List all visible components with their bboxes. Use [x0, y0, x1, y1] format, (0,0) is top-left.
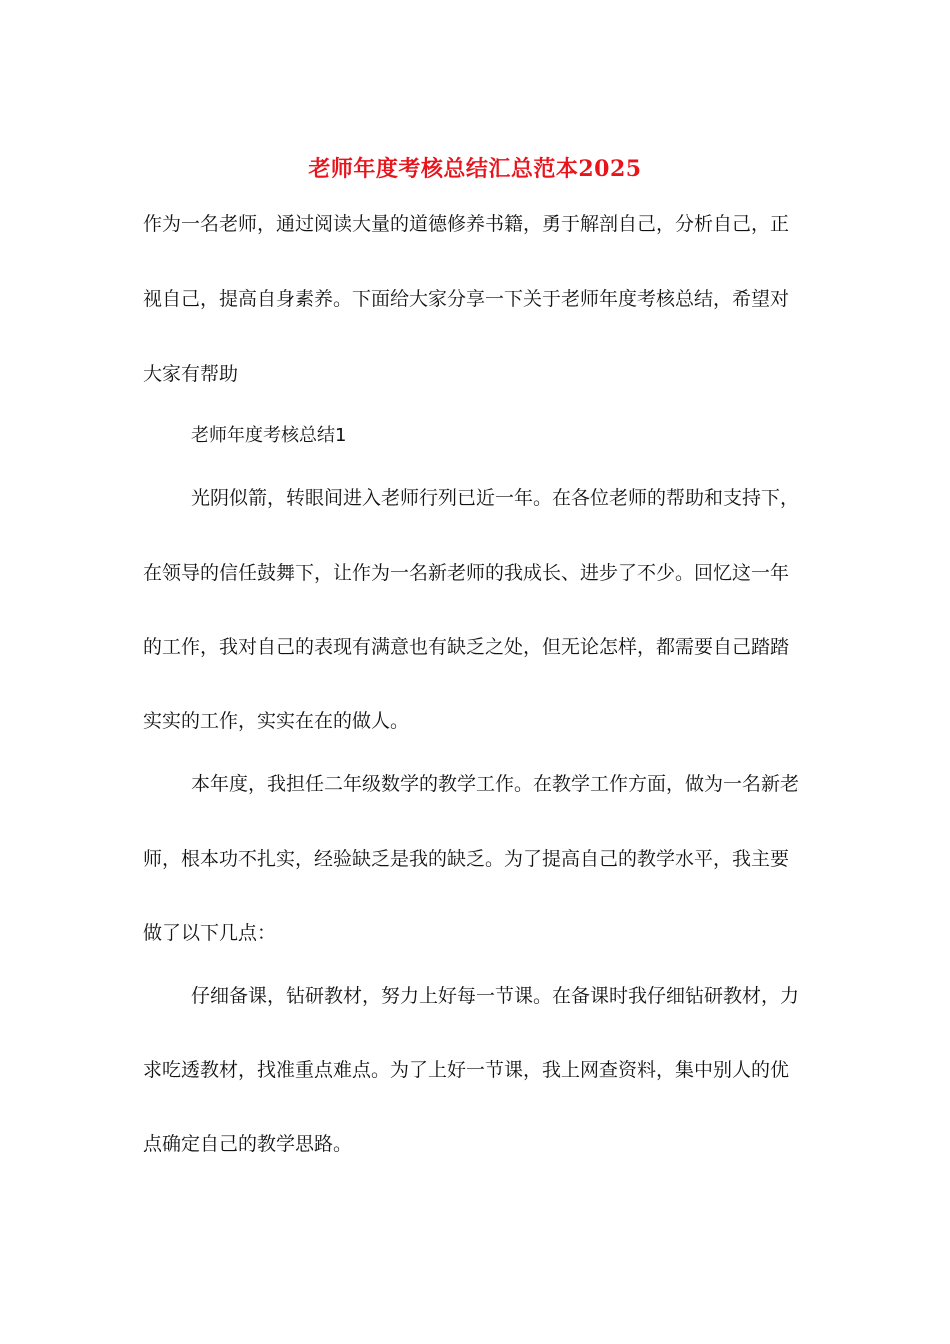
paragraph-line: 的工作，我对自己的表现有满意也有缺乏之处，但无论怎样，都需要自己踏踏 [143, 636, 790, 658]
paragraph-line: 作为一名老师，通过阅读大量的道德修养书籍，勇于解剖自己，分析自己，正 [143, 213, 790, 235]
paragraph-line: 做了以下几点： [143, 922, 277, 944]
section-heading: 老师年度考核总结1 [191, 425, 347, 446]
paragraph-line: 在领导的信任鼓舞下，让作为一名新老师的我成长、进步了不少。回忆这一年 [143, 562, 790, 584]
paragraph-line: 仔细备课，钻研教材，努力上好每一节课。在备课时我仔细钻研教材，力 [191, 985, 800, 1007]
paragraph-line: 视自己，提高自身素养。下面给大家分享一下关于老师年度考核总结，希望对 [143, 288, 790, 310]
document-title: 老师年度考核总结汇总范本2025 [308, 156, 642, 182]
paragraph-line: 大家有帮助 [143, 363, 239, 385]
paragraph-line: 点确定自己的教学思路。 [143, 1133, 353, 1155]
paragraph-line: 实实的工作，实实在在的做人。 [143, 710, 410, 732]
paragraph-line: 求吃透教材，找准重点难点。为了上好一节课，我上网查资料，集中别人的优 [143, 1059, 790, 1081]
paragraph-line: 本年度，我担任二年级数学的教学工作。在教学工作方面，做为一名新老 [191, 773, 800, 795]
paragraph-line: 师，根本功不扎实，经验缺乏是我的缺乏。为了提高自己的教学水平，我主要 [143, 848, 790, 870]
paragraph-line: 光阴似箭，转眼间进入老师行列已近一年。在各位老师的帮助和支持下， [191, 487, 800, 509]
